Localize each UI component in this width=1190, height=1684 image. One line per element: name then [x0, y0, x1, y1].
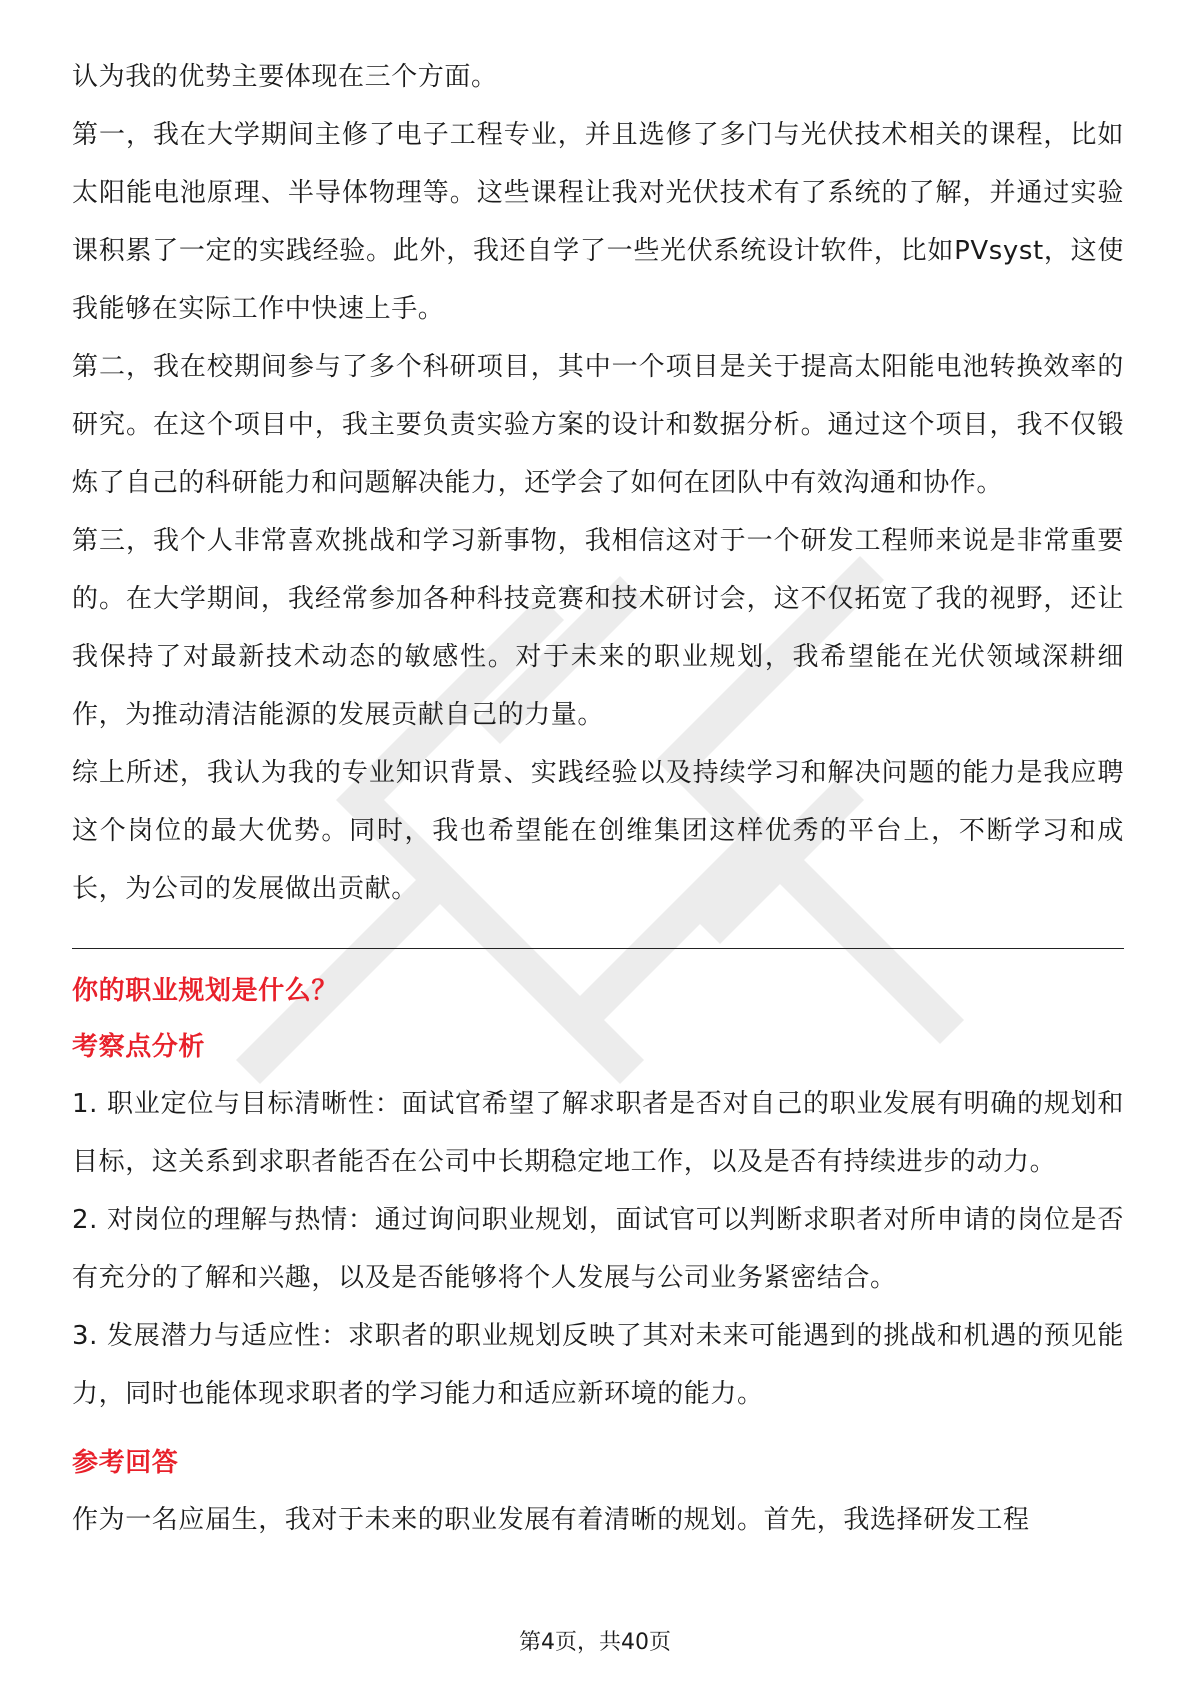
analysis-item-2: 2. 对岗位的理解与热情：通过询问职业规划，面试官可以判断求职者对所申请的岗位是否有充分的了解和兴趣，以及是否能够将个人发展与公司业务紧密结合。 — [72, 1205, 1124, 1293]
section-divider — [72, 948, 1124, 949]
paragraph-second-point: 第二，我在校期间参与了多个科研项目，其中一个项目是关于提高太阳能电池转换效率的研究。在这个项目中，我主要负责实验方案的设计和数据分析。通过这个项目，我不仅锻炼了自己的科研能力和问题解决能力，还学会了如何在团队中有效沟通和协作。 — [72, 352, 1124, 498]
page-number-footer: 第4页，共40页 — [519, 1630, 671, 1655]
page-content — [72, 48, 1124, 1549]
answer-text: 作为一名应届生，我对于未来的职业发展有着清晰的规划。首先，我选择研发工程 — [72, 1505, 1030, 1535]
question-heading: 你的职业规划是什么？ — [72, 976, 339, 1006]
answer-heading: 参考回答 — [72, 1448, 179, 1478]
analysis-item-3: 3. 发展潜力与适应性：求职者的职业规划反映了其对未来可能遇到的挑战和机遇的预见能力，同时也能体现求职者的学习能力和适应新环境的能力。 — [72, 1321, 1124, 1409]
paragraph-intro: 认为我的优势主要体现在三个方面。 — [72, 62, 498, 92]
analysis-heading: 考察点分析 — [72, 1032, 206, 1062]
paragraph-first-point: 第一，我在大学期间主修了电子工程专业，并且选修了多门与光伏技术相关的课程，比如太阳能电池原理、半导体物理等。这些课程让我对光伏技术有了系统的了解，并通过实验课积累了一定的实践经验。此外，我还自学了一些光伏系统设计软件，比如PVsyst，这使我能够在实际工作中快速上手。 — [72, 120, 1124, 324]
paragraph-summary: 综上所述，我认为我的专业知识背景、实践经验以及持续学习和解决问题的能力是我应聘这个岗位的最大优势。同时，我也希望能在创维集团这样优秀的平台上，不断学习和成长，为公司的发展做出贡献。 — [72, 758, 1124, 904]
paragraph-third-point: 第三，我个人非常喜欢挑战和学习新事物，我相信这对于一个研发工程师来说是非常重要的。在大学期间，我经常参加各种科技竞赛和技术研讨会，这不仅拓宽了我的视野，还让我保持了对最新技术动态的敏感性。对于未来的职业规划，我希望能在光伏领域深耕细作，为推动清洁能源的发展贡献自己的力量。 — [72, 526, 1124, 730]
analysis-item-1: 1. 职业定位与目标清晰性：面试官希望了解求职者是否对自己的职业发展有明确的规划和目标，这关系到求职者能否在公司中长期稳定地工作，以及是否有持续进步的动力。 — [72, 1089, 1124, 1177]
